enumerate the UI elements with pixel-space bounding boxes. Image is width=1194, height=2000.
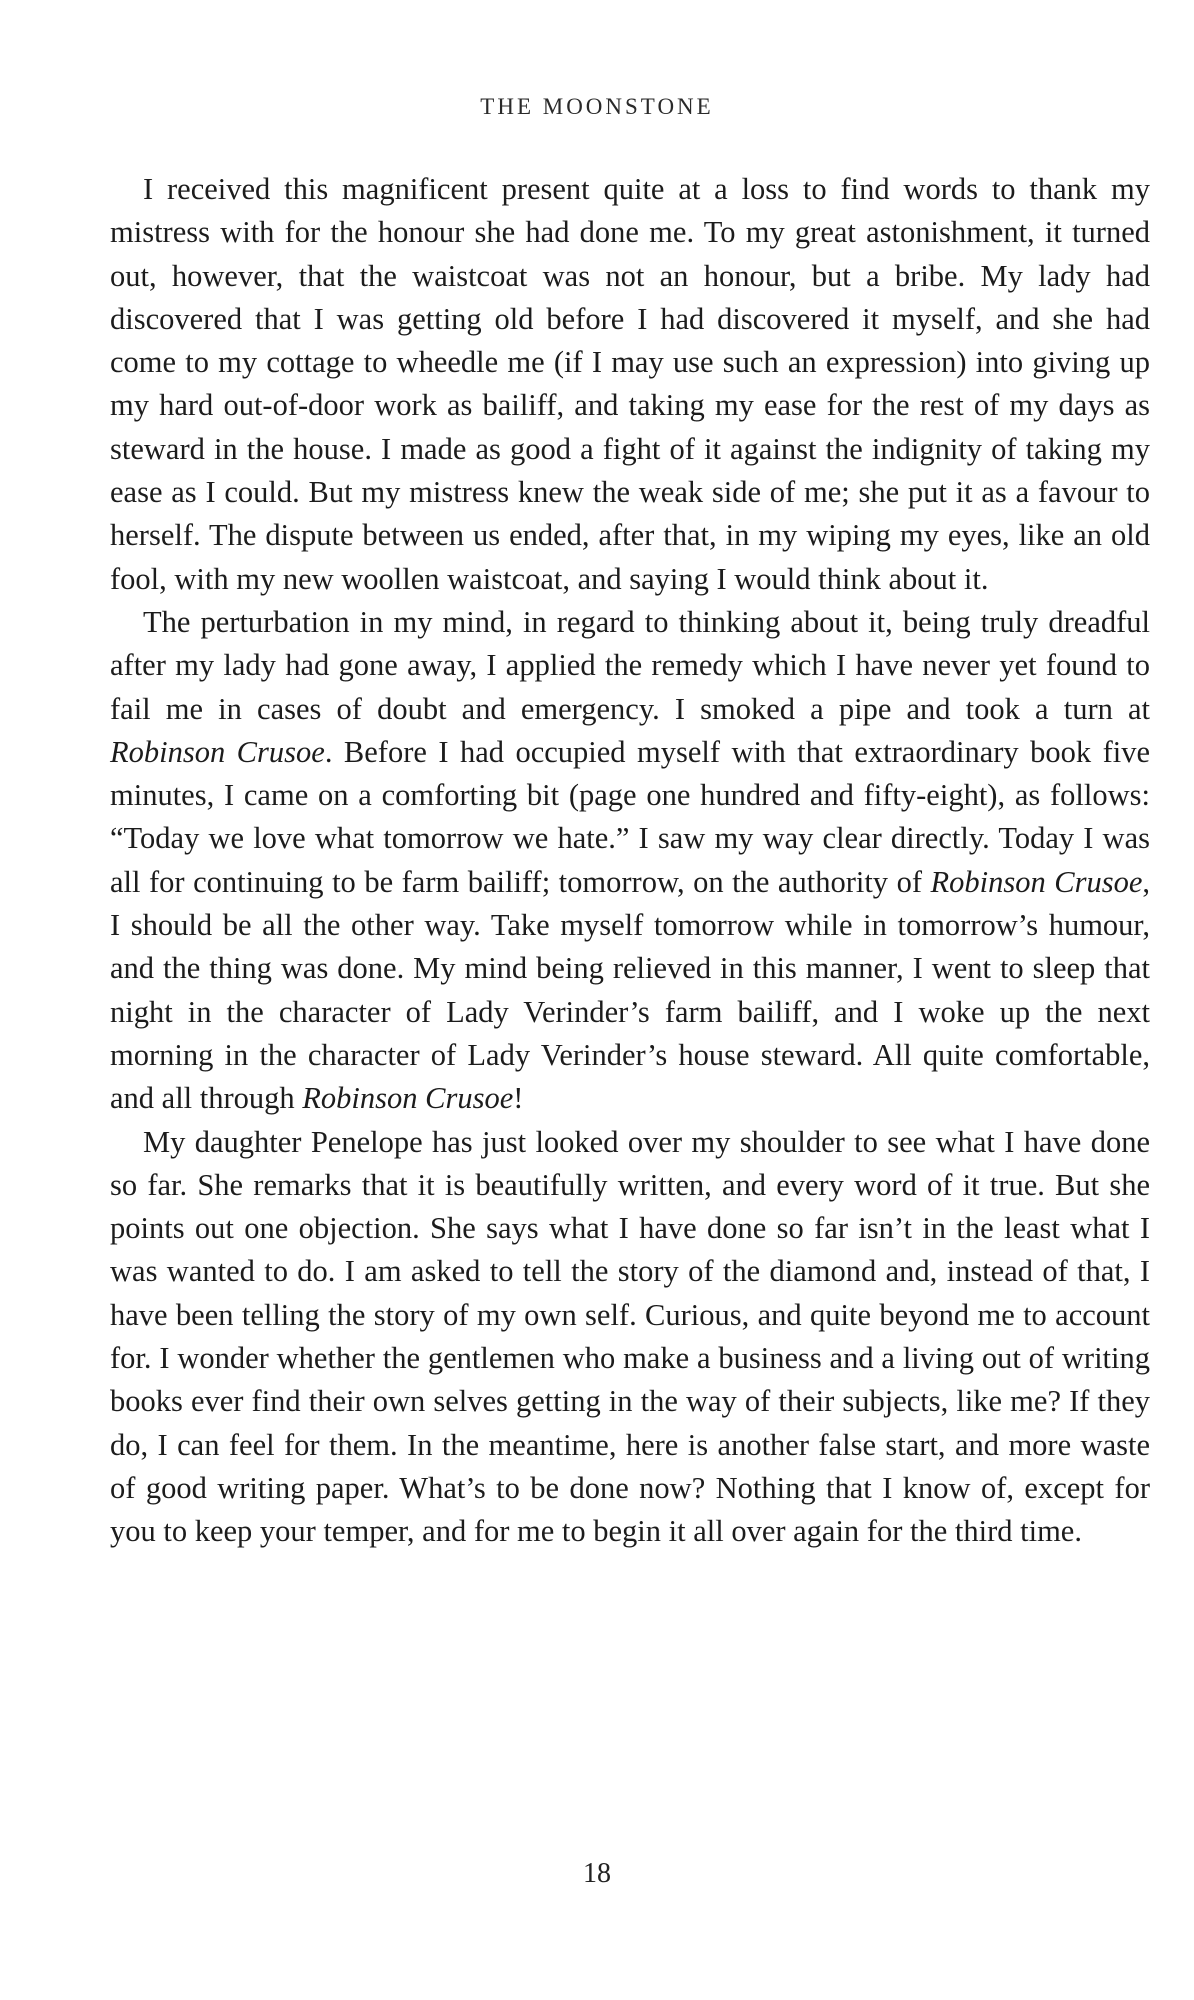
italic-title: Robinson Crusoe	[930, 864, 1143, 899]
body-text	[110, 168, 1150, 1554]
paragraph	[110, 1121, 1150, 1554]
italic-title: Robinson Crusoe	[302, 1081, 514, 1116]
paragraph	[110, 601, 1150, 1121]
text-segment: !	[513, 1081, 524, 1116]
paragraph	[110, 168, 1150, 601]
text-segment: The perturbation in my mind, in regard to thinking about it, being truly dreadful after my lady had gone away, I applied the remedy which I have never yet found to fail me in cases of doubt and emergency. I smoked a pipe and took a turn at	[110, 604, 1150, 726]
text-segment: , I should be all the other way. Take myself tomorrow while in tomorrow’s humour, and the thing was done. My mind being relieved in this manner, I went to sleep that night in the character of Lady Verinder’s farm bailiff, and I woke up the next morning in the character of Lady Verinder’s house steward. All quite comfortable, and all through	[110, 864, 1150, 1116]
page-number: 18	[583, 1858, 611, 1889]
text-segment: I received this magnificent present quite at a loss to find words to thank my mistress with for the honour she had done me. To my great astonishment, it turned out, however, that the waistcoat was not an honour, but a bribe. My lady had discovered that I was getting old before I had discovered it myself, and she had come to my cottage to wheedle me (if I may use such an expression) into giving up my hard out-of-door work as bailiff, and taking my ease for the rest of my days as steward in the house. I made as good a fight of it against the indignity of taking my ease as I could. But my mistress knew the weak side of me; she put it as a favour to herself. The dispute between us ended, after that, in my wiping my eyes, like an old fool, with my new woollen waistcoat, and saying I would think about it.	[110, 172, 1150, 596]
running-head: THE MOONSTONE	[480, 94, 714, 119]
italic-title: Robinson Crusoe	[110, 734, 325, 769]
text-segment: . Before I had occupied myself with that extraordinary book five minutes, I came on a comforting bit (page one hundred and fifty-eight), as follows: “Today we love what tomorrow we hate.” I saw my way clear directly. Today I was all for continuing to be farm bailiff; tomorrow, on the authority of	[110, 734, 1150, 899]
text-segment: My daughter Penelope has just looked over my shoulder to see what I have done so far. She remarks that it is beautifully written, and every word of it true. But she points out one objection. She says what I have done so far isn’t in the least what I was wanted to do. I am asked to tell the story of the diamond and, instead of that, I have been telling the story of my own self. Curious, and quite beyond me to account for. I wonder whether the gentlemen who make a business and a living out of writing books ever find their own selves getting in the way of their subjects, like me? If they do, I can feel for them. In the meantime, here is another false start, and more waste of good writing paper. What’s to be done now? Nothing that I know of, except for you to keep your temper, and for me to begin it all over again for the third time.	[110, 1124, 1150, 1549]
